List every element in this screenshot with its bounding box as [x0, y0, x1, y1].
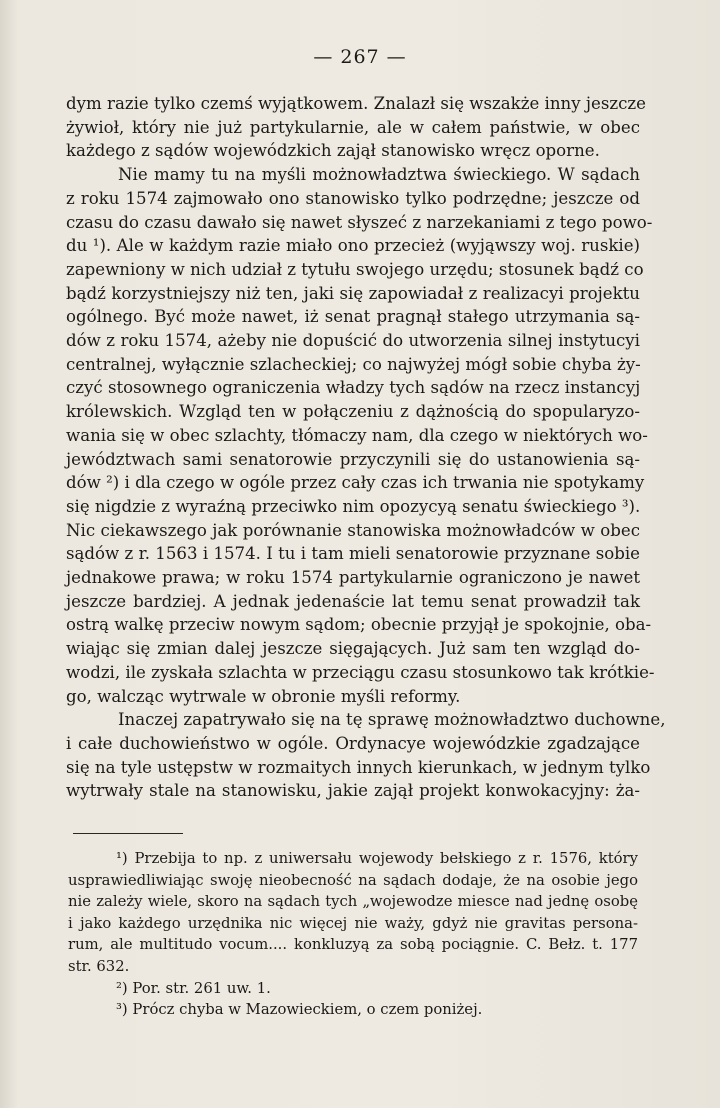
- text-line: jednakowe prawa; w roku 1574 partykularnie ograniczono je nawet: [66, 568, 640, 588]
- text-line: zapewniony w nich udział z tytułu swojego urzędu; stosunek bądź co: [66, 259, 644, 279]
- footnote-line: ¹) Przebija to np. z uniwersału wojewody bełskiego z r. 1576, który: [116, 850, 638, 867]
- text-line: żywioł, który nie już partykularnie, ale w całem państwie, w obec: [66, 117, 640, 137]
- footnote-line: ³) Prócz chyba w Mazowieckiem, o czem poniżej.: [116, 1001, 483, 1019]
- page-number: — 267 —: [313, 46, 407, 68]
- paragraph: [66, 163, 655, 708]
- text-line: królewskich. Wzgląd ten w połączeniu z dążnością do spopularyzo-: [66, 402, 640, 422]
- text-line: Inaczej zapatrywało się na tę sprawę możnowładztwo duchowne,: [118, 710, 666, 730]
- footnote-line: nie zależy wiele, skoro na sądach tych „wojewodze miesce nad jednę osobę: [68, 893, 638, 911]
- text-line: jeszcze bardziej. A jednak jedenaście lat temu senat prowadził tak: [66, 591, 640, 611]
- text-line: czyć stosownego ograniczenia władzy tych sądów na rzecz instancyj: [66, 378, 641, 398]
- footnote-line: ²) Por. str. 261 uw. 1.: [116, 979, 271, 997]
- footnote-divider: [73, 833, 183, 834]
- text-line: dym razie tylko czemś wyjątkowem. Znalazł się wszakże inny jeszcze: [66, 94, 646, 113]
- text-line: sądów z r. 1563 i 1574. I tu i tam mieli senatorowie przyznane sobie: [66, 544, 640, 564]
- text-line: wania się w obec szlachty, tłómaczy nam, dla czego w niektórych wo-: [66, 425, 648, 445]
- text-line: każdego z sądów wojewódzkich zajął stanowisko wręcz oporne.: [66, 141, 600, 161]
- text-line: centralnej, wyłącznie szlacheckiej; co najwyżej mógł sobie chyba ży-: [66, 354, 641, 374]
- text-line: czasu do czasu dawało się nawet słyszeć z narzekaniami z tego powo-: [66, 212, 653, 232]
- text-line: dów z roku 1574, ażeby nie dopuścić do utworzenia silnej instytucyi: [66, 331, 640, 351]
- footnote-2: [68, 978, 638, 1000]
- text-line: ogólnego. Być może nawet, iż senat pragnął stałego utrzymania są-: [66, 307, 640, 327]
- footnote-line: rum, ale multitudo vocum.... konkluzyą za sobą pociągnie. C. Bełz. t. 177: [68, 936, 638, 954]
- footnote-1: [68, 848, 638, 978]
- text-line: wiając się zmian dalej jeszcze sięgających. Już sam ten wzgląd do-: [66, 639, 640, 659]
- paragraph: [66, 708, 666, 803]
- text-line: Nie mamy tu na myśli możnowładztwa świeckiego. W sądach: [118, 165, 640, 185]
- text-line: i całe duchowieństwo w ogóle. Ordynacye wojewódzkie zgadzające: [66, 733, 640, 753]
- footnote-3: [68, 999, 638, 1021]
- text-line: wytrwały stale na stanowisku, jakie zajął projekt konwokacyjny: ża-: [66, 781, 640, 801]
- text-line: ostrą walkę przeciw nowym sądom; obecnie przyjął je spokojnie, oba-: [66, 615, 652, 635]
- text-line: Nic ciekawszego jak porównanie stanowiska możnowładców w obec: [66, 520, 640, 540]
- text-line: jewództwach sami senatorowie przyczynili się do ustanowienia są-: [66, 449, 640, 469]
- paragraph: [66, 92, 646, 163]
- text-line: się na tyle ustępstw w rozmaitych innych kierunkach, w jednym tylko: [66, 757, 651, 777]
- footnote-line: i jako każdego urzędnika nic więcej nie waży, gdyż nie gravitas persona-: [68, 914, 638, 932]
- text-line: wodzi, ile zyskała szlachta w przeciągu czasu stosunkowo tak krótkie-: [66, 662, 655, 682]
- footnote-line: usprawiedliwiając swoję nieobecność na sądach dodaje, że na osobie jego: [68, 871, 638, 889]
- body-text: [66, 92, 666, 803]
- text-line: go, walcząc wytrwale w obronie myśli reformy.: [66, 686, 461, 706]
- text-line: się nigdzie z wyraźną przeciwko nim opozycyą senatu świeckiego ³).: [66, 496, 641, 516]
- text-line: bądź korzystniejszy niż ten, jaki się zapowiadał z realizacyi projektu: [66, 283, 640, 303]
- footnote-line: str. 632.: [68, 957, 130, 975]
- footnotes: [68, 848, 638, 1021]
- text-line: du ¹). Ale w każdym razie miało ono przecież (wyjąwszy woj. ruskie): [66, 236, 640, 256]
- text-line: dów ²) i dla czego w ogóle przez cały czas ich trwania nie spotykamy: [66, 473, 645, 493]
- text-line: z roku 1574 zajmowało ono stanowisko tylko podrzędne; jeszcze od: [66, 188, 640, 208]
